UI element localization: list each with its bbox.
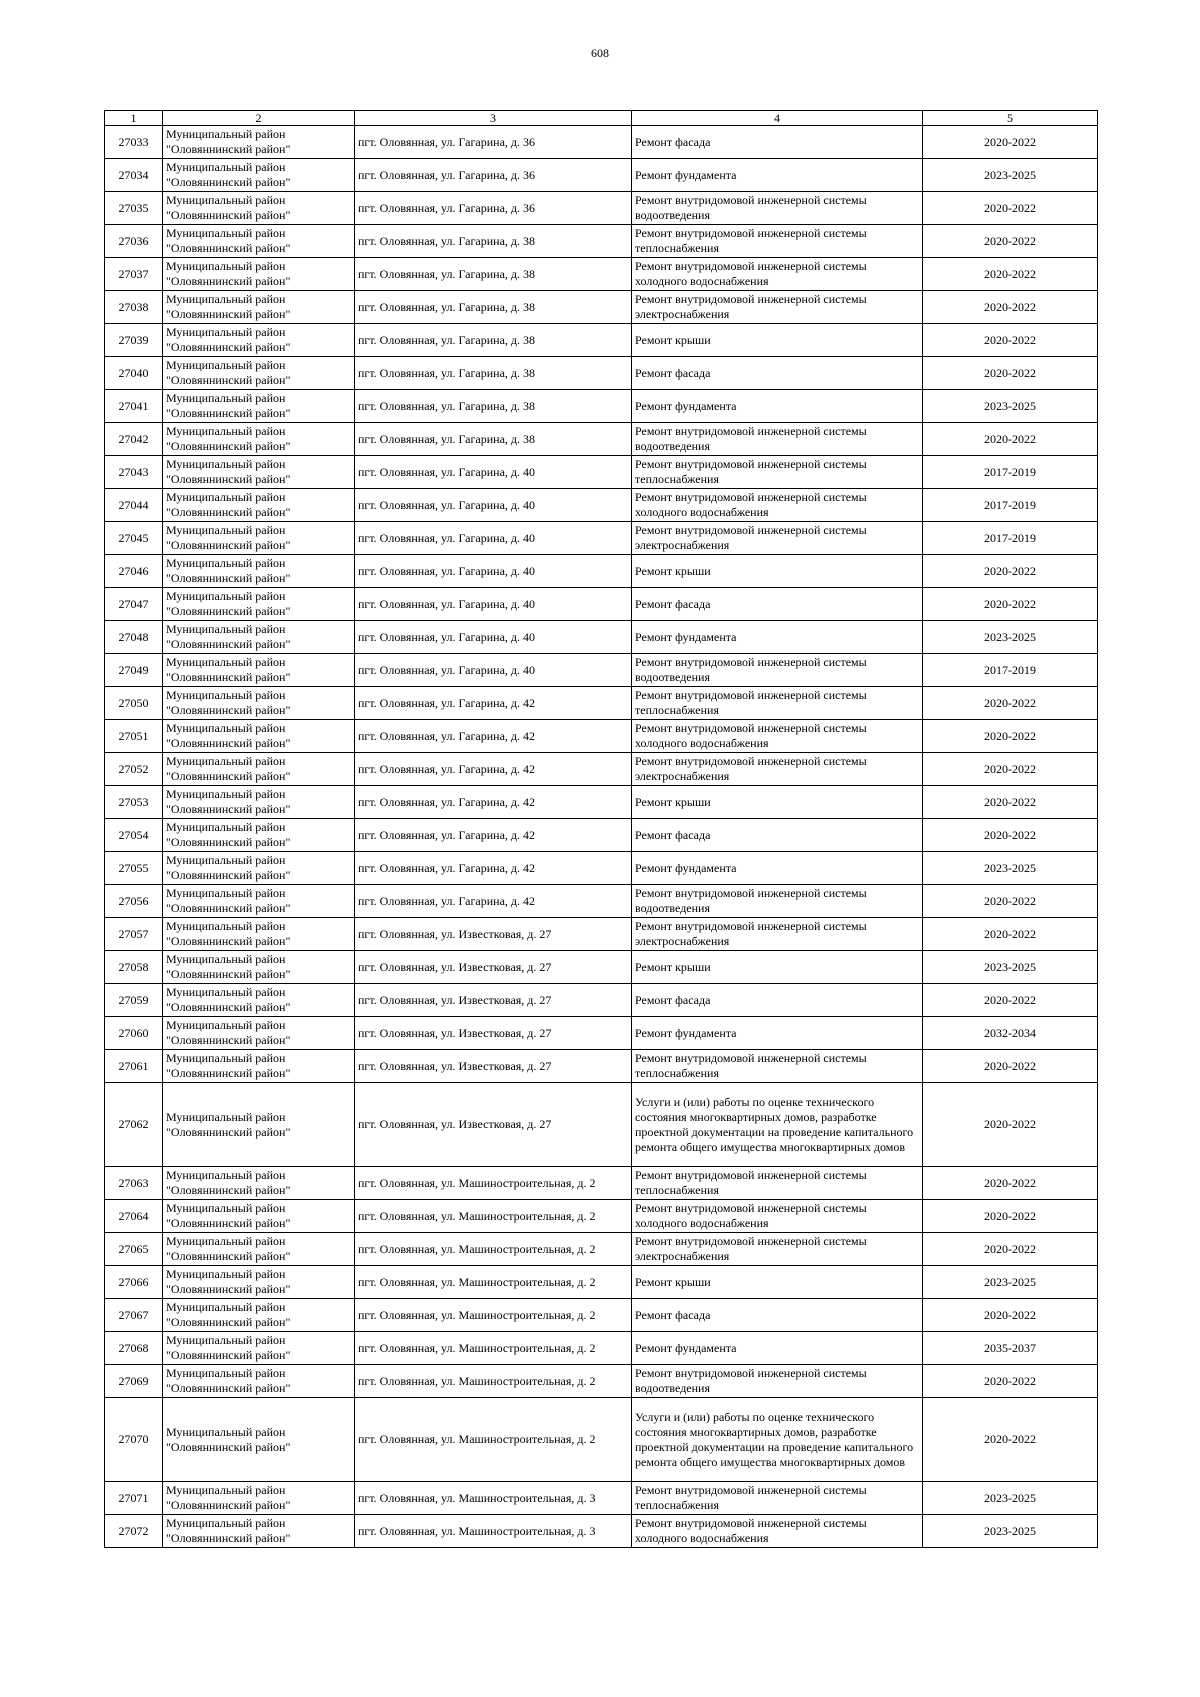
work-type-cell: Ремонт внутридомовой инженерной системы электроснабжения bbox=[632, 918, 923, 951]
table-row bbox=[105, 984, 1098, 1017]
address-cell: пгт. Оловянная, ул. Гагарина, д. 42 bbox=[355, 786, 632, 819]
period-cell: 2020-2022 bbox=[923, 786, 1098, 819]
period-cell: 2020-2022 bbox=[923, 753, 1098, 786]
table-row bbox=[105, 1266, 1098, 1299]
row-number: 27072 bbox=[105, 1515, 163, 1548]
municipality-cell: Муниципальный район "Оловяннинский район" bbox=[163, 819, 355, 852]
period-cell: 2020-2022 bbox=[923, 1299, 1098, 1332]
address-cell: пгт. Оловянная, ул. Известковая, д. 27 bbox=[355, 951, 632, 984]
period-cell: 2020-2022 bbox=[923, 1398, 1098, 1482]
municipality-cell: Муниципальный район "Оловяннинский район" bbox=[163, 126, 355, 159]
address-cell: пгт. Оловянная, ул. Гагарина, д. 40 bbox=[355, 456, 632, 489]
work-type-cell: Ремонт крыши bbox=[632, 324, 923, 357]
address-cell: пгт. Оловянная, ул. Известковая, д. 27 bbox=[355, 918, 632, 951]
table-row bbox=[105, 1017, 1098, 1050]
period-cell: 2020-2022 bbox=[923, 192, 1098, 225]
address-cell: пгт. Оловянная, ул. Гагарина, д. 40 bbox=[355, 489, 632, 522]
table-row bbox=[105, 1083, 1098, 1167]
address-cell: пгт. Оловянная, ул. Машиностроительная, д. 2 bbox=[355, 1299, 632, 1332]
work-type-cell: Ремонт внутридомовой инженерной системы электроснабжения bbox=[632, 522, 923, 555]
municipality-cell: Муниципальный район "Оловяннинский район" bbox=[163, 357, 355, 390]
municipality-cell: Муниципальный район "Оловяннинский район" bbox=[163, 1083, 355, 1167]
address-cell: пгт. Оловянная, ул. Известковая, д. 27 bbox=[355, 984, 632, 1017]
municipality-cell: Муниципальный район "Оловяннинский район" bbox=[163, 621, 355, 654]
table-row bbox=[105, 456, 1098, 489]
municipality-cell: Муниципальный район "Оловяннинский район" bbox=[163, 951, 355, 984]
period-cell: 2023-2025 bbox=[923, 1482, 1098, 1515]
address-cell: пгт. Оловянная, ул. Известковая, д. 27 bbox=[355, 1050, 632, 1083]
address-cell: пгт. Оловянная, ул. Гагарина, д. 42 bbox=[355, 852, 632, 885]
period-cell: 2020-2022 bbox=[923, 423, 1098, 456]
capital-repair-table bbox=[104, 110, 1098, 1548]
address-cell: пгт. Оловянная, ул. Машиностроительная, д. 2 bbox=[355, 1167, 632, 1200]
work-type-cell: Услуги и (или) работы по оценке технического состояния многоквартирных домов, разработке проектной документации на проведение капитального ремонта общего имущества многоквартирных домов bbox=[632, 1398, 923, 1482]
period-cell: 2023-2025 bbox=[923, 951, 1098, 984]
period-cell: 2020-2022 bbox=[923, 291, 1098, 324]
row-number: 27043 bbox=[105, 456, 163, 489]
address-cell: пгт. Оловянная, ул. Гагарина, д. 36 bbox=[355, 159, 632, 192]
address-cell: пгт. Оловянная, ул. Гагарина, д. 40 bbox=[355, 588, 632, 621]
address-cell: пгт. Оловянная, ул. Машиностроительная, д. 3 bbox=[355, 1482, 632, 1515]
work-type-cell: Ремонт внутридомовой инженерной системы теплоснабжения bbox=[632, 1482, 923, 1515]
period-cell: 2020-2022 bbox=[923, 588, 1098, 621]
period-cell: 2020-2022 bbox=[923, 1365, 1098, 1398]
column-header-4: 4 bbox=[632, 111, 923, 126]
row-number: 27066 bbox=[105, 1266, 163, 1299]
work-type-cell: Ремонт фасада bbox=[632, 588, 923, 621]
address-cell: пгт. Оловянная, ул. Известковая, д. 27 bbox=[355, 1017, 632, 1050]
work-type-cell: Ремонт внутридомовой инженерной системы теплоснабжения bbox=[632, 1050, 923, 1083]
period-cell: 2017-2019 bbox=[923, 489, 1098, 522]
municipality-cell: Муниципальный район "Оловяннинский район" bbox=[163, 852, 355, 885]
table-row bbox=[105, 1167, 1098, 1200]
municipality-cell: Муниципальный район "Оловяннинский район" bbox=[163, 390, 355, 423]
work-type-cell: Ремонт фундамента bbox=[632, 390, 923, 423]
column-header-5: 5 bbox=[923, 111, 1098, 126]
period-cell: 2020-2022 bbox=[923, 1233, 1098, 1266]
row-number: 27035 bbox=[105, 192, 163, 225]
address-cell: пгт. Оловянная, ул. Гагарина, д. 36 bbox=[355, 192, 632, 225]
row-number: 27057 bbox=[105, 918, 163, 951]
period-cell: 2020-2022 bbox=[923, 720, 1098, 753]
work-type-cell: Ремонт фундамента bbox=[632, 159, 923, 192]
row-number: 27052 bbox=[105, 753, 163, 786]
address-cell: пгт. Оловянная, ул. Гагарина, д. 42 bbox=[355, 819, 632, 852]
table-row bbox=[105, 159, 1098, 192]
table-row bbox=[105, 852, 1098, 885]
row-number: 27062 bbox=[105, 1083, 163, 1167]
table-row bbox=[105, 1515, 1098, 1548]
municipality-cell: Муниципальный район "Оловяннинский район" bbox=[163, 423, 355, 456]
period-cell: 2023-2025 bbox=[923, 159, 1098, 192]
table-row bbox=[105, 291, 1098, 324]
municipality-cell: Муниципальный район "Оловяннинский район" bbox=[163, 1299, 355, 1332]
row-number: 27055 bbox=[105, 852, 163, 885]
work-type-cell: Ремонт фасада bbox=[632, 984, 923, 1017]
work-type-cell: Ремонт внутридомовой инженерной системы теплоснабжения bbox=[632, 687, 923, 720]
period-cell: 2023-2025 bbox=[923, 621, 1098, 654]
table-row bbox=[105, 1233, 1098, 1266]
work-type-cell: Ремонт фундамента bbox=[632, 1332, 923, 1365]
table-row bbox=[105, 1365, 1098, 1398]
period-cell: 2023-2025 bbox=[923, 1266, 1098, 1299]
municipality-cell: Муниципальный район "Оловяннинский район" bbox=[163, 1332, 355, 1365]
address-cell: пгт. Оловянная, ул. Гагарина, д. 38 bbox=[355, 357, 632, 390]
work-type-cell: Ремонт внутридомовой инженерной системы водоотведения bbox=[632, 1365, 923, 1398]
table-row bbox=[105, 654, 1098, 687]
work-type-cell: Ремонт внутридомовой инженерной системы теплоснабжения bbox=[632, 225, 923, 258]
municipality-cell: Муниципальный район "Оловяннинский район" bbox=[163, 291, 355, 324]
work-type-cell: Ремонт фасада bbox=[632, 126, 923, 159]
table-row bbox=[105, 489, 1098, 522]
row-number: 27070 bbox=[105, 1398, 163, 1482]
municipality-cell: Муниципальный район "Оловяннинский район" bbox=[163, 786, 355, 819]
address-cell: пгт. Оловянная, ул. Гагарина, д. 42 bbox=[355, 885, 632, 918]
address-cell: пгт. Оловянная, ул. Гагарина, д. 40 bbox=[355, 522, 632, 555]
period-cell: 2023-2025 bbox=[923, 390, 1098, 423]
table-row bbox=[105, 951, 1098, 984]
municipality-cell: Муниципальный район "Оловяннинский район" bbox=[163, 192, 355, 225]
municipality-cell: Муниципальный район "Оловяннинский район" bbox=[163, 1200, 355, 1233]
municipality-cell: Муниципальный район "Оловяннинский район" bbox=[163, 555, 355, 588]
table-row bbox=[105, 588, 1098, 621]
period-cell: 2020-2022 bbox=[923, 258, 1098, 291]
table-row bbox=[105, 753, 1098, 786]
municipality-cell: Муниципальный район "Оловяннинский район" bbox=[163, 1167, 355, 1200]
work-type-cell: Ремонт крыши bbox=[632, 951, 923, 984]
municipality-cell: Муниципальный район "Оловяннинский район" bbox=[163, 1515, 355, 1548]
address-cell: пгт. Оловянная, ул. Машиностроительная, д. 2 bbox=[355, 1233, 632, 1266]
address-cell: пгт. Оловянная, ул. Гагарина, д. 38 bbox=[355, 423, 632, 456]
row-number: 27048 bbox=[105, 621, 163, 654]
row-number: 27044 bbox=[105, 489, 163, 522]
period-cell: 2020-2022 bbox=[923, 984, 1098, 1017]
municipality-cell: Муниципальный район "Оловяннинский район" bbox=[163, 918, 355, 951]
municipality-cell: Муниципальный район "Оловяннинский район" bbox=[163, 1482, 355, 1515]
table-row bbox=[105, 1398, 1098, 1482]
page-number: 608 bbox=[591, 46, 609, 60]
table-row bbox=[105, 687, 1098, 720]
municipality-cell: Муниципальный район "Оловяннинский район" bbox=[163, 588, 355, 621]
work-type-cell: Ремонт крыши bbox=[632, 1266, 923, 1299]
municipality-cell: Муниципальный район "Оловяннинский район" bbox=[163, 1266, 355, 1299]
period-cell: 2020-2022 bbox=[923, 1167, 1098, 1200]
row-number: 27059 bbox=[105, 984, 163, 1017]
row-number: 27042 bbox=[105, 423, 163, 456]
period-cell: 2020-2022 bbox=[923, 126, 1098, 159]
address-cell: пгт. Оловянная, ул. Гагарина, д. 38 bbox=[355, 324, 632, 357]
period-cell: 2017-2019 bbox=[923, 654, 1098, 687]
municipality-cell: Муниципальный район "Оловяннинский район" bbox=[163, 522, 355, 555]
address-cell: пгт. Оловянная, ул. Гагарина, д. 40 bbox=[355, 555, 632, 588]
table-row bbox=[105, 258, 1098, 291]
work-type-cell: Ремонт внутридомовой инженерной системы холодного водоснабжения bbox=[632, 1515, 923, 1548]
table-row bbox=[105, 720, 1098, 753]
row-number: 27056 bbox=[105, 885, 163, 918]
work-type-cell: Ремонт внутридомовой инженерной системы теплоснабжения bbox=[632, 1167, 923, 1200]
work-type-cell: Ремонт внутридомовой инженерной системы водоотведения bbox=[632, 423, 923, 456]
address-cell: пгт. Оловянная, ул. Гагарина, д. 40 bbox=[355, 621, 632, 654]
period-cell: 2020-2022 bbox=[923, 357, 1098, 390]
row-number: 27046 bbox=[105, 555, 163, 588]
table-row bbox=[105, 390, 1098, 423]
period-cell: 2017-2019 bbox=[923, 522, 1098, 555]
row-number: 27069 bbox=[105, 1365, 163, 1398]
period-cell: 2020-2022 bbox=[923, 1083, 1098, 1167]
work-type-cell: Ремонт крыши bbox=[632, 786, 923, 819]
row-number: 27053 bbox=[105, 786, 163, 819]
address-cell: пгт. Оловянная, ул. Машиностроительная, д. 3 bbox=[355, 1515, 632, 1548]
row-number: 27067 bbox=[105, 1299, 163, 1332]
table-row bbox=[105, 555, 1098, 588]
work-type-cell: Ремонт фасада bbox=[632, 1299, 923, 1332]
row-number: 27065 bbox=[105, 1233, 163, 1266]
period-cell: 2017-2019 bbox=[923, 456, 1098, 489]
address-cell: пгт. Оловянная, ул. Гагарина, д. 38 bbox=[355, 225, 632, 258]
row-number: 27058 bbox=[105, 951, 163, 984]
address-cell: пгт. Оловянная, ул. Гагарина, д. 42 bbox=[355, 753, 632, 786]
municipality-cell: Муниципальный район "Оловяннинский район" bbox=[163, 489, 355, 522]
work-type-cell: Ремонт внутридомовой инженерной системы теплоснабжения bbox=[632, 456, 923, 489]
row-number: 27033 bbox=[105, 126, 163, 159]
work-type-cell: Ремонт внутридомовой инженерной системы водоотведения bbox=[632, 192, 923, 225]
municipality-cell: Муниципальный район "Оловяннинский район" bbox=[163, 1017, 355, 1050]
address-cell: пгт. Оловянная, ул. Гагарина, д. 42 bbox=[355, 720, 632, 753]
address-cell: пгт. Оловянная, ул. Машиностроительная, д. 2 bbox=[355, 1398, 632, 1482]
column-header-1: 1 bbox=[105, 111, 163, 126]
table-row bbox=[105, 1482, 1098, 1515]
address-cell: пгт. Оловянная, ул. Машиностроительная, д. 2 bbox=[355, 1200, 632, 1233]
work-type-cell: Ремонт внутридомовой инженерной системы холодного водоснабжения bbox=[632, 489, 923, 522]
municipality-cell: Муниципальный район "Оловяннинский район" bbox=[163, 1050, 355, 1083]
row-number: 27038 bbox=[105, 291, 163, 324]
table-row bbox=[105, 885, 1098, 918]
row-number: 27034 bbox=[105, 159, 163, 192]
work-type-cell: Ремонт фасада bbox=[632, 819, 923, 852]
address-cell: пгт. Оловянная, ул. Гагарина, д. 38 bbox=[355, 390, 632, 423]
row-number: 27041 bbox=[105, 390, 163, 423]
municipality-cell: Муниципальный район "Оловяннинский район" bbox=[163, 456, 355, 489]
table-row bbox=[105, 1200, 1098, 1233]
row-number: 27049 bbox=[105, 654, 163, 687]
period-cell: 2020-2022 bbox=[923, 324, 1098, 357]
municipality-cell: Муниципальный район "Оловяннинский район" bbox=[163, 159, 355, 192]
table-row bbox=[105, 1050, 1098, 1083]
table-row bbox=[105, 621, 1098, 654]
municipality-cell: Муниципальный район "Оловяннинский район" bbox=[163, 984, 355, 1017]
address-cell: пгт. Оловянная, ул. Машиностроительная, д. 2 bbox=[355, 1365, 632, 1398]
address-cell: пгт. Оловянная, ул. Гагарина, д. 36 bbox=[355, 126, 632, 159]
table-row bbox=[105, 324, 1098, 357]
work-type-cell: Ремонт внутридомовой инженерной системы электроснабжения bbox=[632, 1233, 923, 1266]
municipality-cell: Муниципальный район "Оловяннинский район" bbox=[163, 687, 355, 720]
municipality-cell: Муниципальный район "Оловяннинский район" bbox=[163, 1398, 355, 1482]
table-row bbox=[105, 819, 1098, 852]
period-cell: 2032-2034 bbox=[923, 1017, 1098, 1050]
row-number: 27050 bbox=[105, 687, 163, 720]
row-number: 27054 bbox=[105, 819, 163, 852]
work-type-cell: Ремонт внутридомовой инженерной системы водоотведения bbox=[632, 654, 923, 687]
municipality-cell: Муниципальный район "Оловяннинский район" bbox=[163, 258, 355, 291]
table-row bbox=[105, 1299, 1098, 1332]
row-number: 27063 bbox=[105, 1167, 163, 1200]
period-cell: 2020-2022 bbox=[923, 1200, 1098, 1233]
row-number: 27037 bbox=[105, 258, 163, 291]
row-number: 27068 bbox=[105, 1332, 163, 1365]
work-type-cell: Ремонт внутридомовой инженерной системы холодного водоснабжения bbox=[632, 720, 923, 753]
address-cell: пгт. Оловянная, ул. Гагарина, д. 42 bbox=[355, 687, 632, 720]
address-cell: пгт. Оловянная, ул. Гагарина, д. 40 bbox=[355, 654, 632, 687]
column-header-3: 3 bbox=[355, 111, 632, 126]
row-number: 27040 bbox=[105, 357, 163, 390]
period-cell: 2023-2025 bbox=[923, 852, 1098, 885]
address-cell: пгт. Оловянная, ул. Гагарина, д. 38 bbox=[355, 258, 632, 291]
work-type-cell: Ремонт внутридомовой инженерной системы электроснабжения bbox=[632, 291, 923, 324]
period-cell: 2020-2022 bbox=[923, 555, 1098, 588]
address-cell: пгт. Оловянная, ул. Машиностроительная, д. 2 bbox=[355, 1332, 632, 1365]
address-cell: пгт. Оловянная, ул. Известковая, д. 27 bbox=[355, 1083, 632, 1167]
work-type-cell: Ремонт крыши bbox=[632, 555, 923, 588]
table-row bbox=[105, 522, 1098, 555]
work-type-cell: Ремонт внутридомовой инженерной системы холодного водоснабжения bbox=[632, 1200, 923, 1233]
work-type-cell: Ремонт фундамента bbox=[632, 1017, 923, 1050]
work-type-cell: Услуги и (или) работы по оценке технического состояния многоквартирных домов, разработке проектной документации на проведение капитального ремонта общего имущества многоквартирных домов bbox=[632, 1083, 923, 1167]
work-type-cell: Ремонт фундамента bbox=[632, 852, 923, 885]
work-type-cell: Ремонт фундамента bbox=[632, 621, 923, 654]
address-cell: пгт. Оловянная, ул. Гагарина, д. 38 bbox=[355, 291, 632, 324]
row-number: 27051 bbox=[105, 720, 163, 753]
table-row bbox=[105, 1332, 1098, 1365]
municipality-cell: Муниципальный район "Оловяннинский район" bbox=[163, 225, 355, 258]
column-header-2: 2 bbox=[163, 111, 355, 126]
municipality-cell: Муниципальный район "Оловяннинский район" bbox=[163, 753, 355, 786]
municipality-cell: Муниципальный район "Оловяннинский район" bbox=[163, 324, 355, 357]
municipality-cell: Муниципальный район "Оловяннинский район" bbox=[163, 720, 355, 753]
table-header-row bbox=[105, 111, 1098, 126]
address-cell: пгт. Оловянная, ул. Машиностроительная, д. 2 bbox=[355, 1266, 632, 1299]
period-cell: 2020-2022 bbox=[923, 918, 1098, 951]
row-number: 27045 bbox=[105, 522, 163, 555]
table-row bbox=[105, 225, 1098, 258]
table-row bbox=[105, 192, 1098, 225]
municipality-cell: Муниципальный район "Оловяннинский район" bbox=[163, 1233, 355, 1266]
period-cell: 2020-2022 bbox=[923, 819, 1098, 852]
table-row bbox=[105, 126, 1098, 159]
period-cell: 2020-2022 bbox=[923, 885, 1098, 918]
table-row bbox=[105, 423, 1098, 456]
row-number: 27071 bbox=[105, 1482, 163, 1515]
table-row bbox=[105, 786, 1098, 819]
work-type-cell: Ремонт внутридомовой инженерной системы холодного водоснабжения bbox=[632, 258, 923, 291]
municipality-cell: Муниципальный район "Оловяннинский район" bbox=[163, 885, 355, 918]
municipality-cell: Муниципальный район "Оловяннинский район" bbox=[163, 654, 355, 687]
period-cell: 2035-2037 bbox=[923, 1332, 1098, 1365]
table-row bbox=[105, 357, 1098, 390]
row-number: 27039 bbox=[105, 324, 163, 357]
work-type-cell: Ремонт внутридомовой инженерной системы электроснабжения bbox=[632, 753, 923, 786]
work-type-cell: Ремонт фасада bbox=[632, 357, 923, 390]
row-number: 27036 bbox=[105, 225, 163, 258]
row-number: 27060 bbox=[105, 1017, 163, 1050]
table-row bbox=[105, 918, 1098, 951]
work-type-cell: Ремонт внутридомовой инженерной системы водоотведения bbox=[632, 885, 923, 918]
period-cell: 2020-2022 bbox=[923, 1050, 1098, 1083]
row-number: 27047 bbox=[105, 588, 163, 621]
row-number: 27061 bbox=[105, 1050, 163, 1083]
table-body bbox=[105, 111, 1098, 1548]
period-cell: 2023-2025 bbox=[923, 1515, 1098, 1548]
period-cell: 2020-2022 bbox=[923, 687, 1098, 720]
municipality-cell: Муниципальный район "Оловяннинский район" bbox=[163, 1365, 355, 1398]
row-number: 27064 bbox=[105, 1200, 163, 1233]
period-cell: 2020-2022 bbox=[923, 225, 1098, 258]
